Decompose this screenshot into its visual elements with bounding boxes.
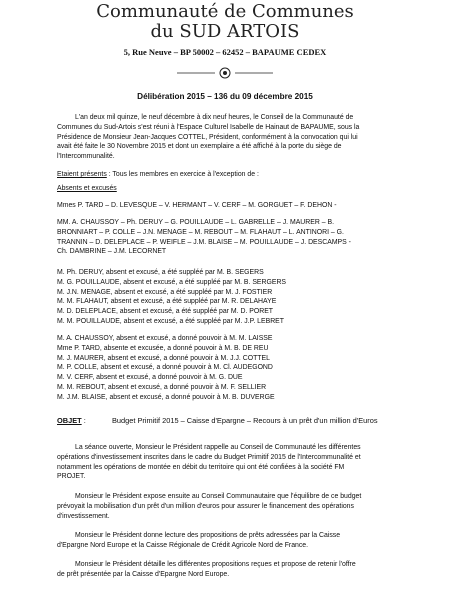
intro-paragraph	[57, 113, 359, 162]
intro-line: avait été faite le 30 Novembre 2015 et dont un exemplaire a été affiché à la porte du siège de	[57, 143, 342, 151]
supplee-row: M. Ph. DERUY, absent et excusé, a été suppléé par M. B. SEGERS	[57, 269, 264, 276]
absents-row: Ch. DAMBRINE – J.M. LECORNET	[57, 248, 167, 256]
supplee-row: M. J.N. MENAGE, absent et excusé, a été suppléé par M. J. FOSTIER	[57, 288, 273, 296]
objet-colon: :	[81, 416, 86, 425]
absents-list	[57, 218, 351, 257]
pouvoir-row: M. V. CERF, absent et excusé, a donné pouvoir à M. G. DUE	[57, 374, 243, 382]
pouvoir-row: M. A. CHAUSSOY, absent et excusé, a donné pouvoir à M. M. LAISSE	[57, 335, 273, 342]
supplees-list	[57, 268, 286, 327]
deliberation-title: Délibération 2015 – 136 du 09 décembre 2015	[137, 92, 313, 101]
body-paragraph	[57, 560, 356, 580]
pouvoir-row: M. P. COLLE, absent et excusé, a donné pouvoir à M. Cl. AUDEGOND	[57, 364, 273, 372]
absents-label: Absents et excusés	[57, 185, 117, 192]
body-line: Monsieur le Président détaille les différentes propositions reçues et propose de retenir l'offre	[75, 561, 356, 568]
supplee-row: M. M. FLAHAUT, absent et excusé, a été suppléé par M. R. DELAHAYE	[57, 298, 277, 306]
pouvoir-row: Mme P. TARD, absente et excusée, a donné pouvoir à M. B. DE REU	[57, 344, 269, 352]
absents-row: MM. A. CHAUSSOY – Ph. DERUY – G. POUILLAUDE – L. GABRELLE – J. MAURER – B.	[57, 219, 334, 226]
body-paragraph	[57, 492, 361, 521]
intro-line: L'an deux mil quinze, le neuf décembre à dix neuf heures, le Conseil de la Communauté de	[75, 114, 354, 121]
body-line: notamment les opérations de montée en débit du territoire qui ont été confiées à la société FM	[57, 463, 345, 471]
body-line: Monsieur le Président expose ensuite au Conseil Communautaire que l'équilibre de ce budget	[75, 493, 362, 500]
presents-label: Etaient présents	[57, 171, 107, 178]
body-line: de prêt présentée par la Caisse d'Epargne Nord Europe.	[57, 570, 230, 578]
intro-line: l'Intercommunalité.	[57, 153, 115, 161]
supplee-row: M. G. POUILLAUDE, absent et excusé, a été suppléé par M. B. SERGERS	[57, 278, 287, 286]
pouvoirs-list	[57, 334, 275, 403]
org-title-line1: Communauté de Communes	[96, 1, 354, 22]
body-line: Monsieur le Président donne lecture des propositions de prêts adressées par la Caisse	[75, 532, 341, 539]
objet-subject: Budget Primitif 2015 – Caisse d'Epargne – Recours à un prêt d'un million d'Euros	[112, 416, 378, 425]
ornament-icon	[175, 65, 275, 81]
objet-line	[57, 416, 378, 425]
absents-row: BRONNIART – P. COLLE – J.N. MENAGE – M. REBOUT – M. FLAHAUT – L. ANTINORI – G.	[57, 228, 344, 236]
pouvoir-row: M. J. MAURER, absent et excusé, a donné pouvoir à M. J.J. COTTEL	[57, 354, 270, 362]
pouvoir-row: M. J.M. BLAISE, absent et excusé, a donné pouvoir à M. B. DUVERGE	[57, 393, 275, 401]
supplee-row: M. D. DELEPLACE, absent et excusé, a été suppléé par M. D. PORET	[57, 308, 274, 316]
body-paragraph	[57, 531, 340, 551]
presents-line	[57, 170, 259, 180]
body-line: La séance ouverte, Monsieur le Président rappelle au Conseil de Communauté les différentes	[75, 444, 361, 451]
body-line: opérations d'investissement inscrites dans le cadre du Budget Primitif 2015 de l'Intercommunalité et	[57, 453, 361, 461]
body-line: d'Epargne Nord Europe et la Caisse Régionale de Crédit Agricole Nord de France.	[57, 541, 309, 549]
absents-row: Mmes P. TARD – D. LEVESQUE – V. HERMANT – V. CERF – M. GORGUET – F. DEHON -	[57, 202, 337, 209]
intro-line: Communes du Sud-Artois s'est réuni à l'Espace Culturel Isabelle de Hainaut de BAPAUME, sous la	[57, 123, 360, 131]
objet-label: OBJET	[57, 416, 82, 425]
intro-line: Présidence de Monsieur Jean-Jacques COTTEL, Président, conformément à la convocation qui lui	[57, 133, 358, 141]
body-line: d'investissement.	[57, 512, 110, 520]
pouvoir-row: M. M. REBOUT, absent et excusé, a donné pouvoir à M. F. SELLIER	[57, 383, 267, 391]
body-paragraph	[57, 443, 361, 482]
body-line: PROJET.	[57, 473, 86, 481]
body-line: prévoyait la mobilisation d'un prêt d'un million d'euros pour assurer le financement des opérations	[57, 502, 354, 510]
presents-text: : Tous les membres en exercice à l'exception de :	[106, 171, 259, 178]
supplee-row: M. M. POUILLAUDE, absent et excusé, a été suppléé par M. J.P. LEBRET	[57, 317, 284, 325]
org-title-line2: du SUD ARTOIS	[150, 21, 300, 42]
absents-row: TRANNIN – D. DELEPLACE – P. WEIFLE – J.M. BLAISE – M. POUILLAUDE – J. DESCAMPS -	[57, 238, 351, 246]
org-address: 5, Rue Neuve – BP 50002 – 62452 – BAPAUME CEDEX	[123, 47, 327, 57]
